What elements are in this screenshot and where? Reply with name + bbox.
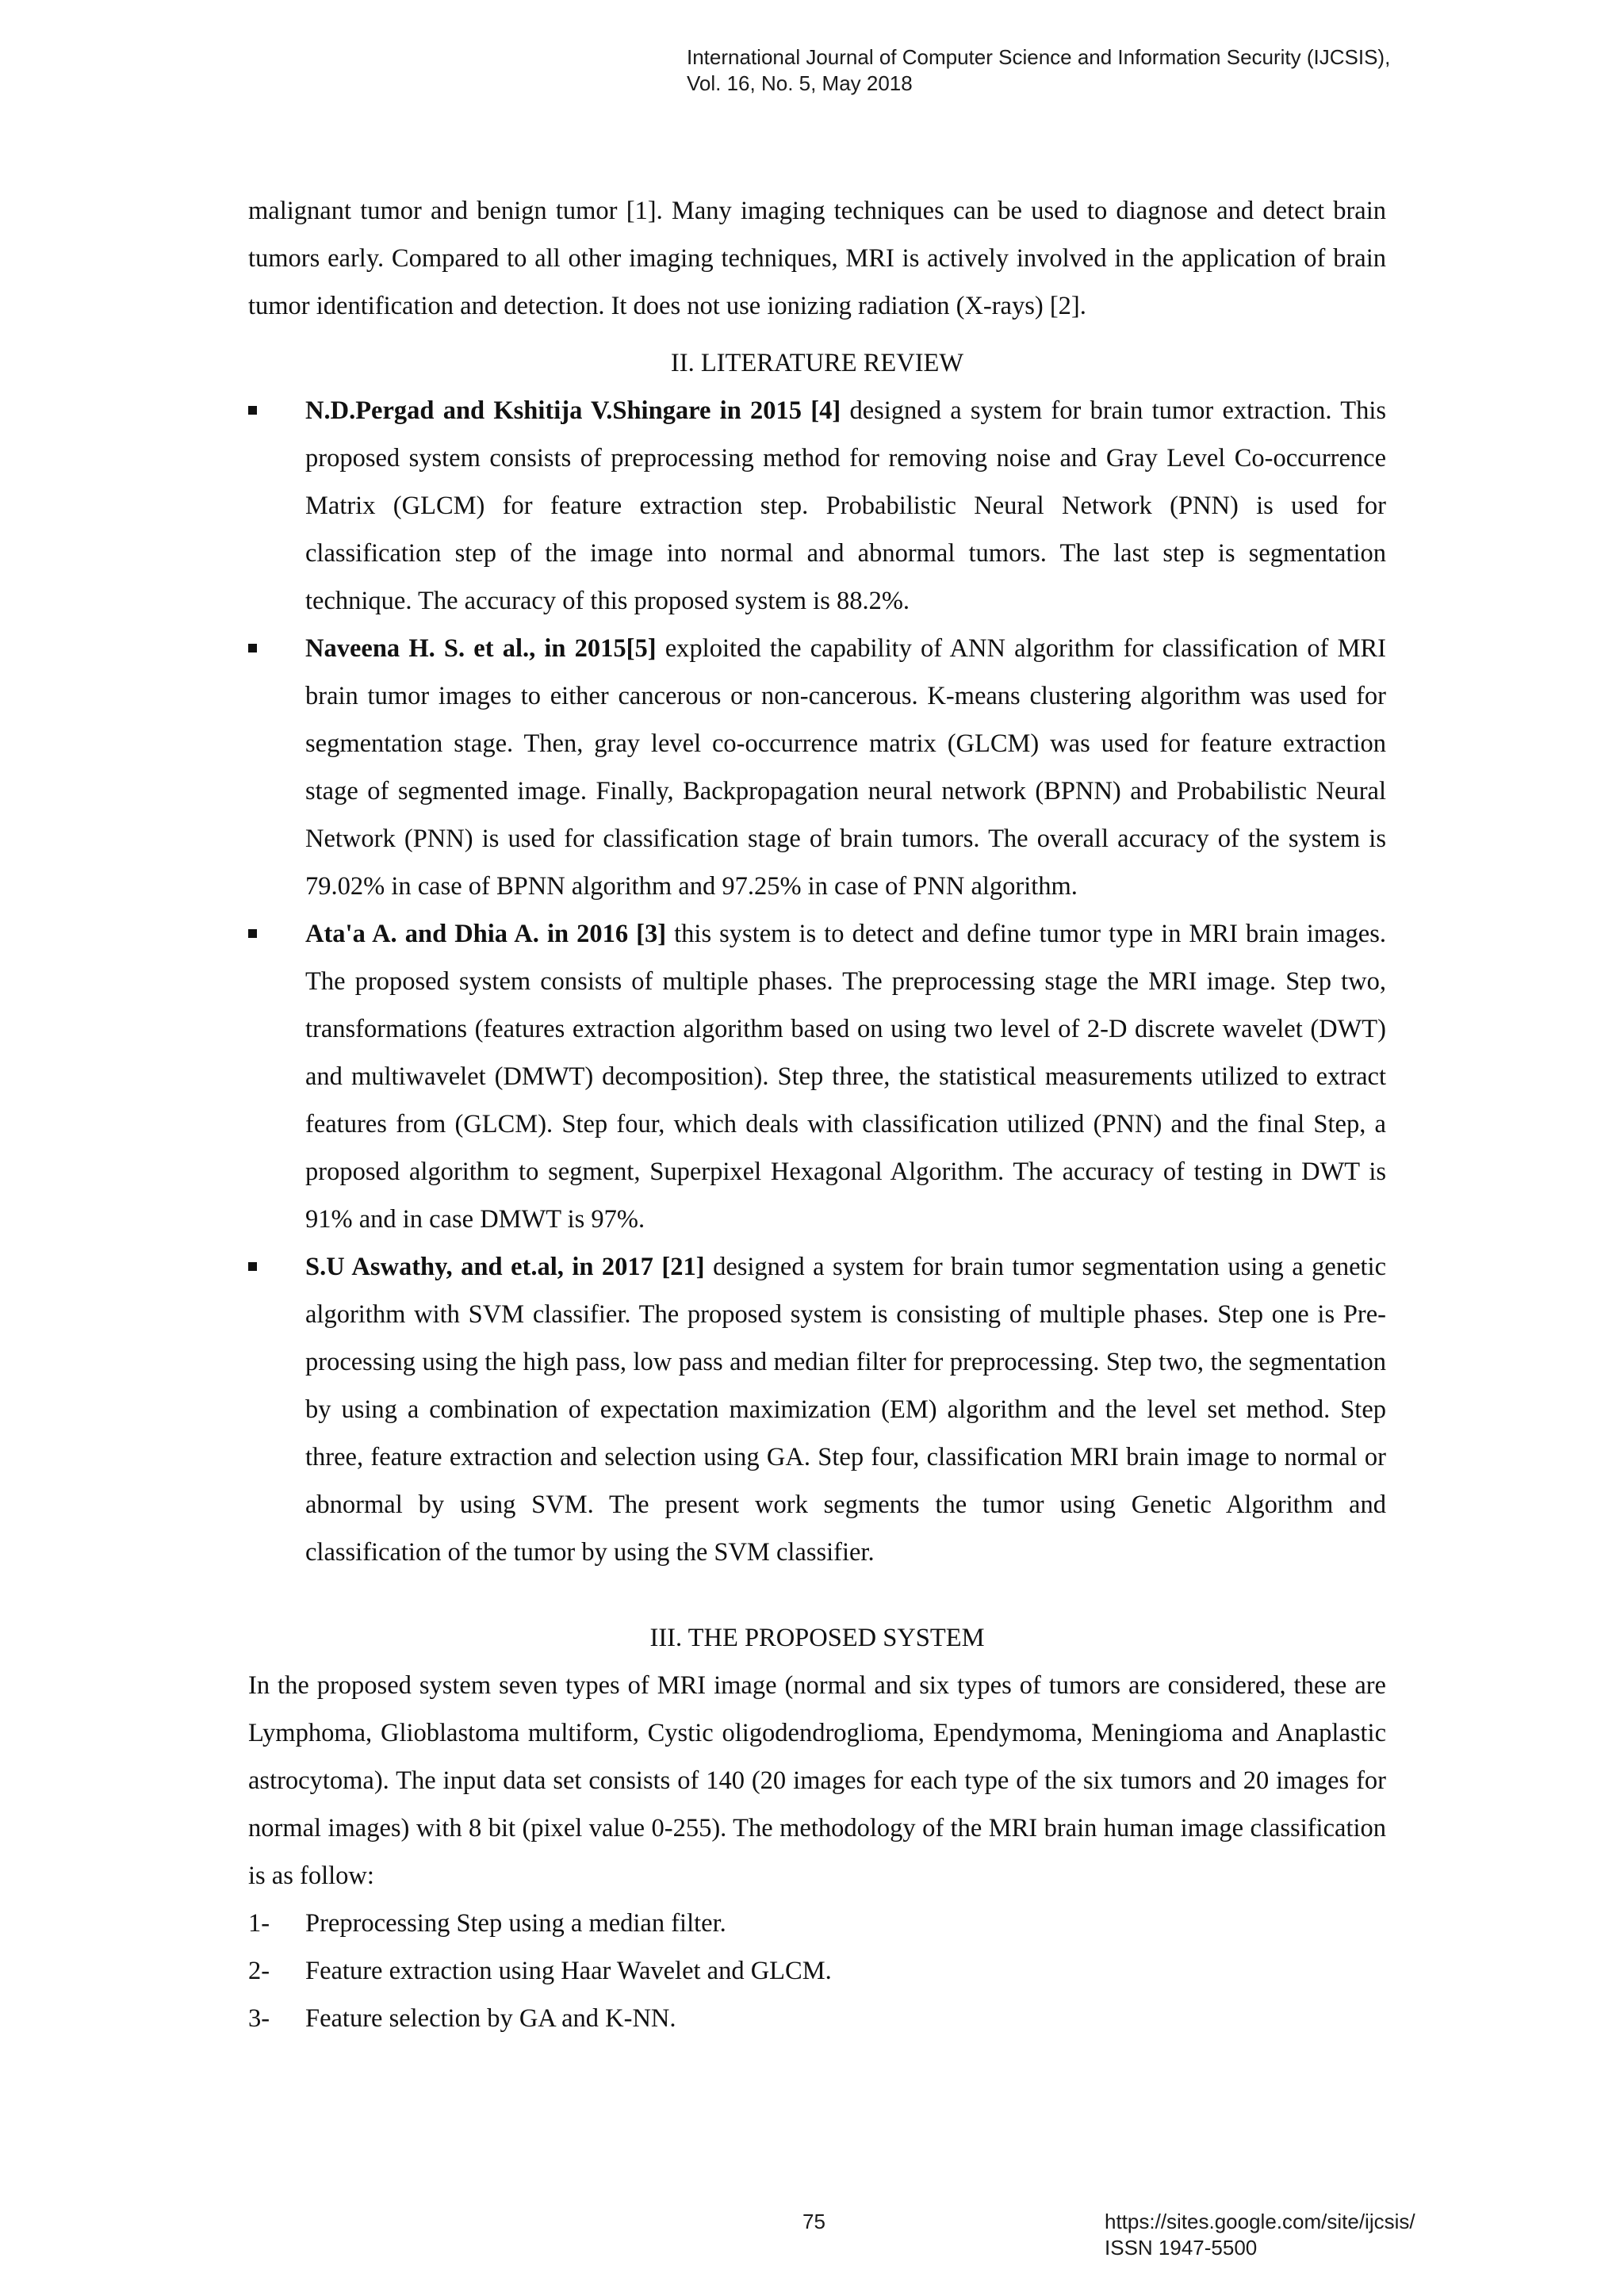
square-bullet-icon [248,1262,257,1271]
methodology-step [248,1995,1386,2042]
review-item-authors: Ata'a A. and Dhia A. in 2016 [3] [305,920,667,948]
review-item-authors: N.D.Pergad and Kshitija V.Shingare in 2015 [4] [305,396,841,425]
methodology-step [248,1900,1386,1947]
page-body [248,187,1386,2042]
literature-review-list [248,387,1386,1576]
square-bullet-icon [248,929,257,938]
step-number: 2- [248,1957,270,1985]
page-number: 75 [802,2210,825,2233]
square-bullet-icon [248,644,257,652]
step-text: Feature selection by GA and K-NN. [305,2004,676,2033]
review-item [248,387,1386,625]
issn-number: ISSN 1947-5500 [1105,2236,1258,2260]
journal-header [687,44,1390,97]
intro-paragraph: malignant tumor and benign tumor [1]. Many imaging techniques can be used to diagnose and detect brain tumors early. Compared to all other imaging techniques, MRI is actively involved in the application of brain tumor identification and detection. It does not use ionizing radiation (X-rays) [2]. [248,197,1386,320]
review-item [248,1243,1386,1576]
review-item-authors: S.U Aswathy, and et.al, in 2017 [21] [305,1253,705,1281]
methodology-step [248,1947,1386,1995]
square-bullet-icon [248,406,257,415]
step-text: Preprocessing Step using a median filter. [305,1909,726,1938]
literature-review-heading: II. LITERATURE REVIEW [670,349,964,377]
proposed-system-heading: III. THE PROPOSED SYSTEM [649,1624,985,1652]
methodology-steps [248,1900,1386,2042]
review-item-text: designed a system for brain tumor extraction. This proposed system consists of preprocessing method for removing noise and Gray Level Co-occurrence Matrix (GLCM) for feature extraction step. Probabilistic Neural Network (PNN) is used for classification step of the image into normal and abnormal tumors. The last step is segmentation technique. The accuracy of this proposed system is 88.2%. [305,396,1386,615]
footer-info [1105,2209,1415,2261]
review-item [248,625,1386,910]
review-item-text: this system is to detect and define tumor type in MRI brain images. The proposed system consists of multiple phases. The preprocessing stage the MRI image. Step two, transformations (features extraction algorithm based on using two level of 2-D discrete wavelet (DWT) and multiwavelet (DMWT) decomposition). Step three, the statistical measurements utilized to extract features from (GLCM). Step four, which deals with classification utilized (PNN) and the final Step, a proposed algorithm to segment, Superpixel Hexagonal Algorithm. The accuracy of testing in DWT is 91% and in case DMWT is 97%. [305,920,1386,1234]
proposed-system-paragraph: In the proposed system seven types of MRI image (normal and six types of tumors are considered, these are Lymphoma, Glioblastoma multiform, Cystic oligodendroglioma, Ependymoma, Meningioma and Anaplastic astrocytoma). The input data set consists of 140 (20 images for each type of the six tumors and 20 images for normal images) with 8 bit (pixel value 0-255). The methodology of the MRI brain human image classification is as follow: [248,1671,1386,1890]
step-text: Feature extraction using Haar Wavelet and GLCM. [305,1957,832,1985]
review-item-text: exploited the capability of ANN algorithm for classification of MRI brain tumor images to either cancerous or non-cancerous. K-means clustering algorithm was used for segmentation stage. Then, gray level co-occurrence matrix (GLCM) was used for feature extraction stage of segmented image. Finally, Backpropagation neural network (BPNN) and Probabilistic Neural Network (PNN) is used for classification stage of brain tumors. The overall accuracy of the system is 79.02% in case of BPNN algorithm and 97.25% in case of PNN algorithm. [305,634,1386,901]
review-item [248,910,1386,1243]
journal-title-line: International Journal of Computer Science and Information Security (IJCSIS), [687,45,1391,69]
step-number: 3- [248,2004,270,2033]
journal-site-url: https://sites.google.com/site/ijcsis/ [1105,2210,1415,2233]
review-item-authors: Naveena H. S. et al., in 2015[5] [305,634,657,663]
page-footer [0,2209,1624,2272]
journal-volume-line: Vol. 16, No. 5, May 2018 [687,71,913,95]
step-number: 1- [248,1909,270,1938]
review-item-text: designed a system for brain tumor segmentation using a genetic algorithm with SVM classifier. The proposed system is consisting of multiple phases. Step one is Pre-processing using the high pass, low pass and median filter for preprocessing. Step two, the segmentation by using a combination of expectation maximization (EM) algorithm and the level set method. Step three, feature extraction and selection using GA. Step four, classification MRI brain image to normal or abnormal by using SVM. The present work segments the tumor using Genetic Algorithm and classification of the tumor by using the SVM classifier. [305,1253,1387,1567]
